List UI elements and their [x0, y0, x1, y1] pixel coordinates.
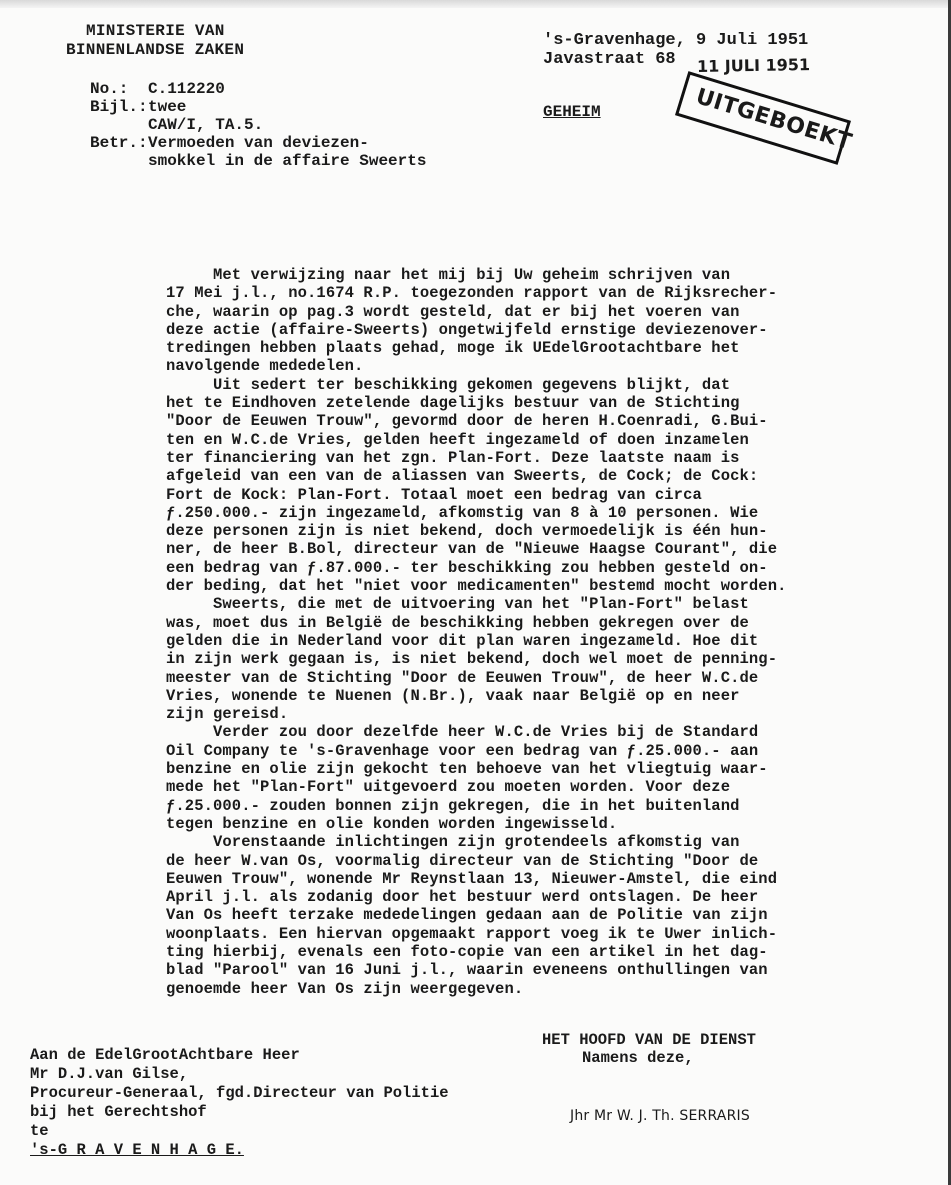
body-line: Verder zou door dezelfde heer W.C.de Vries bij de Standard	[166, 723, 759, 742]
enclosures-value: twee	[148, 98, 187, 116]
letter-body	[166, 266, 906, 998]
addressee-line-2: Mr D.J.van Gilse,	[30, 1065, 189, 1083]
body-line: de heer W.van Os, voormalig directeur van de Stichting "Door de	[166, 851, 759, 870]
body-line: meester van de Stichting "Door de Eeuwen Trouw", de heer W.C.de	[166, 668, 759, 687]
body-line: deze personen zijn is niet bekend, doch vermoedelijk is één hun-	[166, 522, 768, 541]
body-line: tredingen hebben plaats gehad, moge ik UEdelGrootachtbare het	[166, 339, 740, 358]
body-line: ting hierbij, evenals een foto-copie van een artikel in het dag-	[166, 942, 768, 961]
body-line: deze actie (affaire-Sweerts) ongetwijfeld ernstige deviezenover-	[166, 320, 768, 339]
body-line: Fort de Kock: Plan-Fort. Totaal moet een bedrag van circa	[166, 485, 702, 504]
reference-number-row	[90, 80, 426, 98]
signature-block	[542, 1031, 756, 1067]
signature-title: HET HOOFD VAN DE DIENST	[542, 1031, 756, 1049]
body-line: Sweerts, die met de uitvoering van het "Plan-Fort" belast	[166, 595, 749, 614]
reference-block	[90, 80, 426, 170]
body-line: Oil Company te 's-Gravenhage voor een bedrag van ƒ.25.000.- aan	[166, 741, 759, 760]
body-line: ten en W.C.de Vries, gelden heeft ingezameld of doen inzamelen	[166, 430, 749, 449]
body-line: che, waarin op pag.3 wordt gesteld, dat er bij het voeren van	[166, 302, 740, 321]
enclosures-extra-row	[90, 116, 426, 134]
scan-top-edge	[0, 0, 951, 8]
place-date-line-2: Javastraat 68	[543, 50, 676, 69]
body-line: ter financiering van het zgn. Plan-Fort. Deze laatste naam is	[166, 448, 740, 467]
body-line: ner, de heer B.Bol, directeur van de "Nieuwe Haagse Courant", die	[166, 540, 778, 559]
body-line: zijn gereisd.	[166, 705, 289, 724]
ministry-line-1: MINISTERIE VAN	[86, 22, 225, 40]
body-line: mede het "Plan-Fort" uitgevoerd zou moeten worden. Voor deze	[166, 778, 731, 797]
enclosures-row	[90, 98, 426, 116]
body-line: der beding, dat het "niet voor medicamenten" bestemd mocht worden.	[166, 577, 787, 596]
body-line: afgeleid van een van de aliassen van Sweerts, de Cock; de Cock:	[166, 467, 759, 486]
signature-on-behalf: Namens deze,	[582, 1049, 694, 1067]
letterhead	[66, 22, 244, 60]
ministry-line-2: BINNENLANDSE ZAKEN	[66, 41, 245, 59]
addressee-line-4: bij het Gerechtshof	[30, 1103, 207, 1121]
body-line: Eeuwen Trouw", wonende Mr Reynstlaan 13, Nieuwer-Amstel, die eind	[166, 869, 778, 888]
body-line: blad "Parool" van 16 Juni j.l., waarin eveneens onthullingen van	[166, 961, 768, 980]
body-line: in zijn werk gegaan is, is niet bekend, doch wel moet de penning-	[166, 650, 778, 669]
body-line: genoemde heer Van Os zijn weergegeven.	[166, 979, 524, 998]
body-line: Van Os heeft terzake mededelingen gedaan aan de Politie van zijn	[166, 906, 768, 925]
subject-row-2	[90, 152, 426, 170]
body-line: Vorenstaande inlichtingen zijn grotendeels afkomstig van	[166, 833, 740, 852]
addressee-line-5: te	[30, 1122, 49, 1140]
body-line: benzine en olie zijn gekocht ten behoeve van het vliegtuig waar-	[166, 760, 768, 779]
enclosures-extra: CAW/I, TA.5.	[148, 116, 264, 134]
signatory-name: Jhr Mr W. J. Th. SERRARIS	[570, 1108, 750, 1124]
subject-line-2: smokkel in de affaire Sweerts	[148, 152, 427, 170]
stamp-label: UITGEBOEKT	[692, 84, 855, 156]
classification-label: GEHEIM	[543, 103, 601, 121]
body-line: April j.l. als zodanig door het bestuur werd ontslagen. De heer	[166, 888, 759, 907]
addressee-line-6: 's-G R A V E N H A G E.	[30, 1141, 244, 1159]
body-line: het te Eindhoven zetelende dagelijks bestuur van de Stichting	[166, 394, 740, 413]
subject-row	[90, 134, 426, 152]
body-line: gelden die in Nederland voor dit plan waren ingezameld. Hoe dit	[166, 631, 759, 650]
subject-label: Betr.:	[90, 134, 148, 152]
body-line: 17 Mei j.l., no.1674 R.P. toegezonden rapport van de Rijksrecher-	[166, 284, 778, 303]
addressee-line-1: Aan de EdelGrootAchtbare Heer	[30, 1046, 300, 1064]
received-date-stamp: 11 JULI 1951	[696, 55, 811, 76]
body-line: Vries, wonende te Nuenen (N.Br.), vaak naar België op en neer	[166, 686, 740, 705]
body-line: was, moet dus in België de beschikking hebben gekregen over de	[166, 613, 749, 632]
reference-number-value: C.112220	[148, 80, 225, 98]
body-line: Uit sedert ter beschikking gekomen gegevens blijkt, dat	[166, 375, 731, 394]
body-line: ƒ.250.000.- zijn ingezameld, afkomstig van 8 à 10 personen. Wie	[166, 503, 759, 522]
body-line: Met verwijzing naar het mij bij Uw geheim schrijven van	[166, 266, 731, 284]
addressee-line-3: Procureur-Generaal, fgd.Directeur van Politie	[30, 1084, 449, 1102]
body-line: een bedrag van ƒ.87.000.- ter beschikking zou hebben gesteld on-	[166, 558, 768, 577]
body-line: navolgende mededelen.	[166, 357, 364, 376]
body-line: "Door de Eeuwen Trouw", gevormd door de heren H.Coenradi, G.Bui-	[166, 412, 768, 431]
place-date-line-1: 's-Gravenhage, 9 Juli 1951	[543, 31, 809, 50]
subject-line-1: Vermoeden van deviezen-	[148, 134, 369, 152]
body-line: woonplaats. Een hiervan opgemaakt rapport voeg ik te Uwer inlich-	[166, 924, 778, 943]
enclosures-label: Bijl.:	[90, 98, 148, 116]
body-line: ƒ.25.000.- zouden bonnen zijn gekregen, die in het buitenland	[166, 796, 740, 815]
reference-number-label: No.:	[90, 80, 129, 98]
addressee-block	[30, 1046, 449, 1160]
uitgeboekt-stamp	[675, 71, 855, 165]
body-line: tegen benzine en olie konden worden ingewisseld.	[166, 814, 618, 833]
